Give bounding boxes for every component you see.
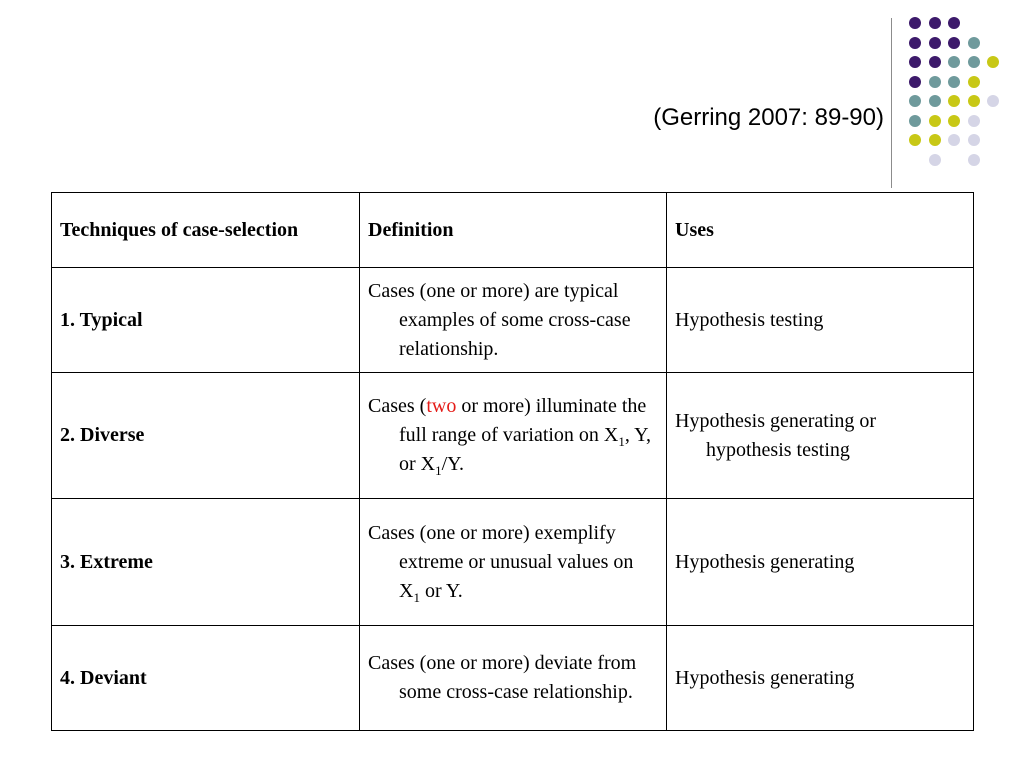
decorative-dot xyxy=(909,37,921,49)
decorative-dot xyxy=(948,17,960,29)
decorative-dot xyxy=(968,115,980,127)
technique-cell: 4. Deviant xyxy=(52,626,360,731)
definition-cell: Cases (one or more) are typical examples of some cross-case relationship. xyxy=(360,268,667,373)
decorative-dot xyxy=(948,95,960,107)
subscript: 1 xyxy=(435,463,442,478)
decorative-dot xyxy=(909,56,921,68)
decorative-dot xyxy=(987,95,999,107)
definition-text: Cases ( xyxy=(368,395,427,417)
header-uses: Uses xyxy=(667,193,974,268)
decorative-dot xyxy=(909,134,921,146)
decorative-dot xyxy=(968,37,980,49)
table-row xyxy=(52,499,974,626)
decorative-dot xyxy=(968,95,980,107)
subscript: 1 xyxy=(413,589,420,605)
decorative-dot xyxy=(948,115,960,127)
decorative-dot xyxy=(909,95,921,107)
decorative-dot xyxy=(929,134,941,146)
subscript: 1 xyxy=(618,434,625,449)
uses-cell: Hypothesis testing xyxy=(667,268,974,373)
definition-text: , Y, or X xyxy=(399,424,651,475)
header-technique: Techniques of case-selection xyxy=(52,193,360,268)
highlighted-word: two xyxy=(426,395,457,417)
decorative-dot xyxy=(968,154,980,166)
technique-cell: 1. Typical xyxy=(52,268,360,373)
case-selection-table xyxy=(51,192,974,731)
decorative-dot xyxy=(948,134,960,146)
uses-cell: Hypothesis generating xyxy=(667,499,974,626)
definition-text: /Y. xyxy=(441,453,465,475)
decorative-dot xyxy=(929,37,941,49)
decorative-dot xyxy=(948,76,960,88)
decorative-dot xyxy=(968,134,980,146)
definition-text: or more) illuminate the full range of variation on X xyxy=(399,395,647,446)
table-row xyxy=(52,626,974,731)
technique-cell: 3. Extreme xyxy=(52,499,360,626)
decorative-dot xyxy=(929,95,941,107)
definition-text: or Y. xyxy=(419,579,463,602)
uses-cell: Hypothesis generating or hypothesis testing xyxy=(667,373,974,499)
definition-text: Cases (one or more) exemplify extreme or unusual values on X xyxy=(368,521,634,602)
decorative-dot xyxy=(987,56,999,68)
header-definition: Definition xyxy=(360,193,667,268)
table-row xyxy=(52,268,974,373)
decorative-dot xyxy=(929,56,941,68)
citation: (Gerring 2007: 89-90) xyxy=(653,104,884,131)
dot-grid-icon xyxy=(909,17,1009,167)
table-row xyxy=(52,373,974,499)
technique-cell: 2. Diverse xyxy=(52,373,360,499)
decorative-dot xyxy=(929,154,941,166)
definition-cell: Cases (one or more) deviate from some cross-case relationship. xyxy=(360,626,667,731)
table-header-row xyxy=(52,193,974,268)
decorative-dot xyxy=(929,17,941,29)
decorative-dot xyxy=(948,37,960,49)
uses-cell: Hypothesis generating xyxy=(667,626,974,731)
decorative-dot xyxy=(968,76,980,88)
decorative-dot xyxy=(948,56,960,68)
definition-cell xyxy=(360,373,667,499)
definition-cell xyxy=(360,499,667,626)
decorative-dot xyxy=(929,115,941,127)
decorative-dot xyxy=(909,17,921,29)
decorative-dot xyxy=(929,76,941,88)
vertical-divider xyxy=(891,18,892,188)
decorative-dot xyxy=(968,56,980,68)
decorative-dot xyxy=(909,76,921,88)
decorative-dot xyxy=(909,115,921,127)
